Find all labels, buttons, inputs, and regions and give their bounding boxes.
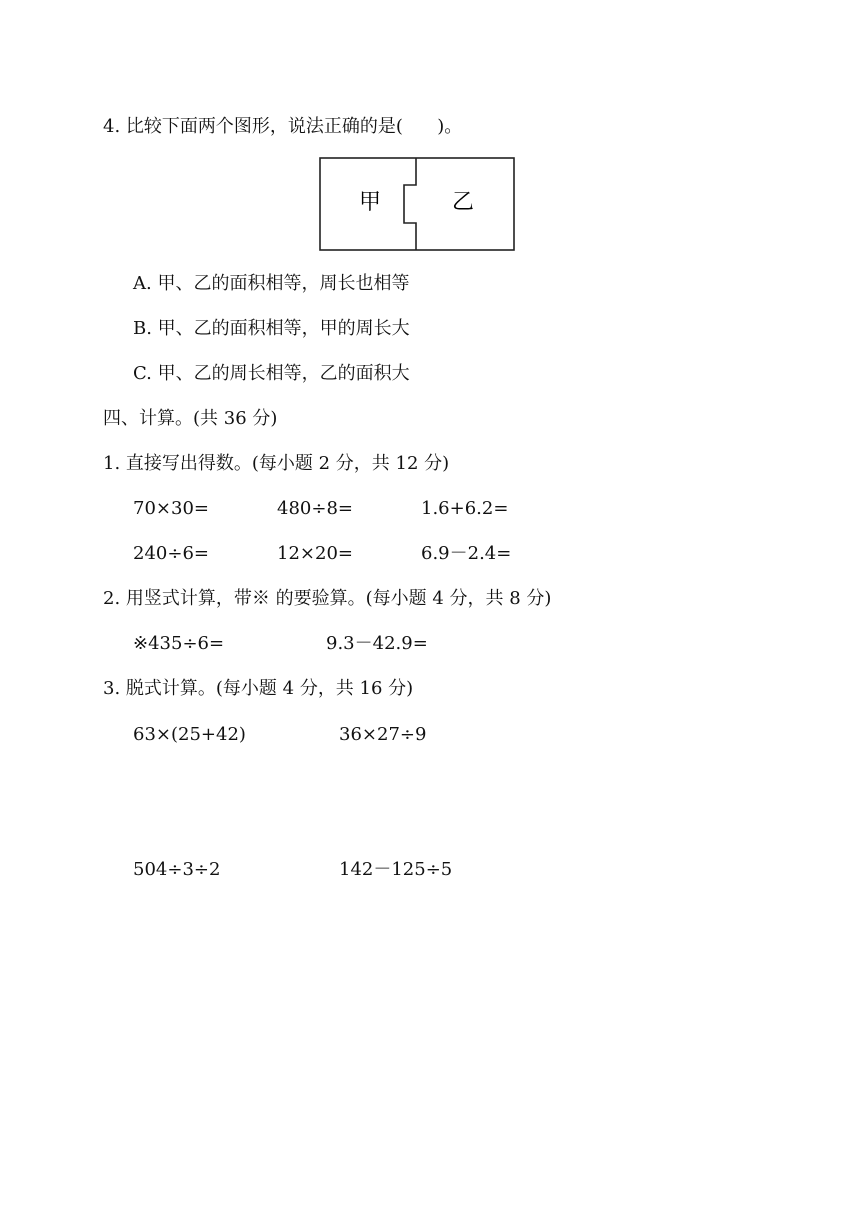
option-c: C. 甲、乙的周长相等，乙的面积大 — [133, 363, 410, 384]
p1-item-5: 12×20= — [277, 543, 353, 564]
p3-item-3: 504÷3÷2 — [133, 859, 221, 880]
problem-3-title: 3. 脱式计算。(每小题 4 分，共 16 分) — [103, 678, 414, 699]
p2-item-1: ※435÷6= — [133, 633, 225, 654]
p3-item-1: 63×(25+42) — [133, 724, 246, 745]
option-a: A. 甲、乙的面积相等，周长也相等 — [133, 273, 410, 294]
figure-label-yi: 乙 — [451, 190, 475, 215]
figure-label-jia: 甲 — [358, 190, 382, 215]
p1-item-1: 70×30= — [133, 498, 209, 519]
p1-item-6: 6.9－2.4= — [421, 543, 512, 564]
p1-item-3: 1.6+6.2= — [421, 498, 509, 519]
section-4-heading: 四、计算。(共 36 分) — [103, 408, 278, 429]
p1-item-2: 480÷8= — [277, 498, 353, 519]
problem-1-title: 1. 直接写出得数。(每小题 2 分，共 12 分) — [103, 453, 450, 474]
p1-item-4: 240÷6= — [133, 543, 209, 564]
p3-item-2: 36×27÷9 — [339, 724, 427, 745]
p2-item-2: 9.3－42.9= — [326, 633, 428, 654]
comparison-figure — [319, 157, 516, 251]
figure-outline — [320, 158, 514, 250]
p3-item-4: 142－125÷5 — [339, 859, 453, 880]
problem-2-title: 2. 用竖式计算，带※ 的要验算。(每小题 4 分，共 8 分) — [103, 588, 552, 609]
question-4-stem: 4. 比较下面两个图形，说法正确的是( )。 — [103, 116, 463, 137]
option-b: B. 甲、乙的面积相等，甲的周长大 — [133, 318, 410, 339]
